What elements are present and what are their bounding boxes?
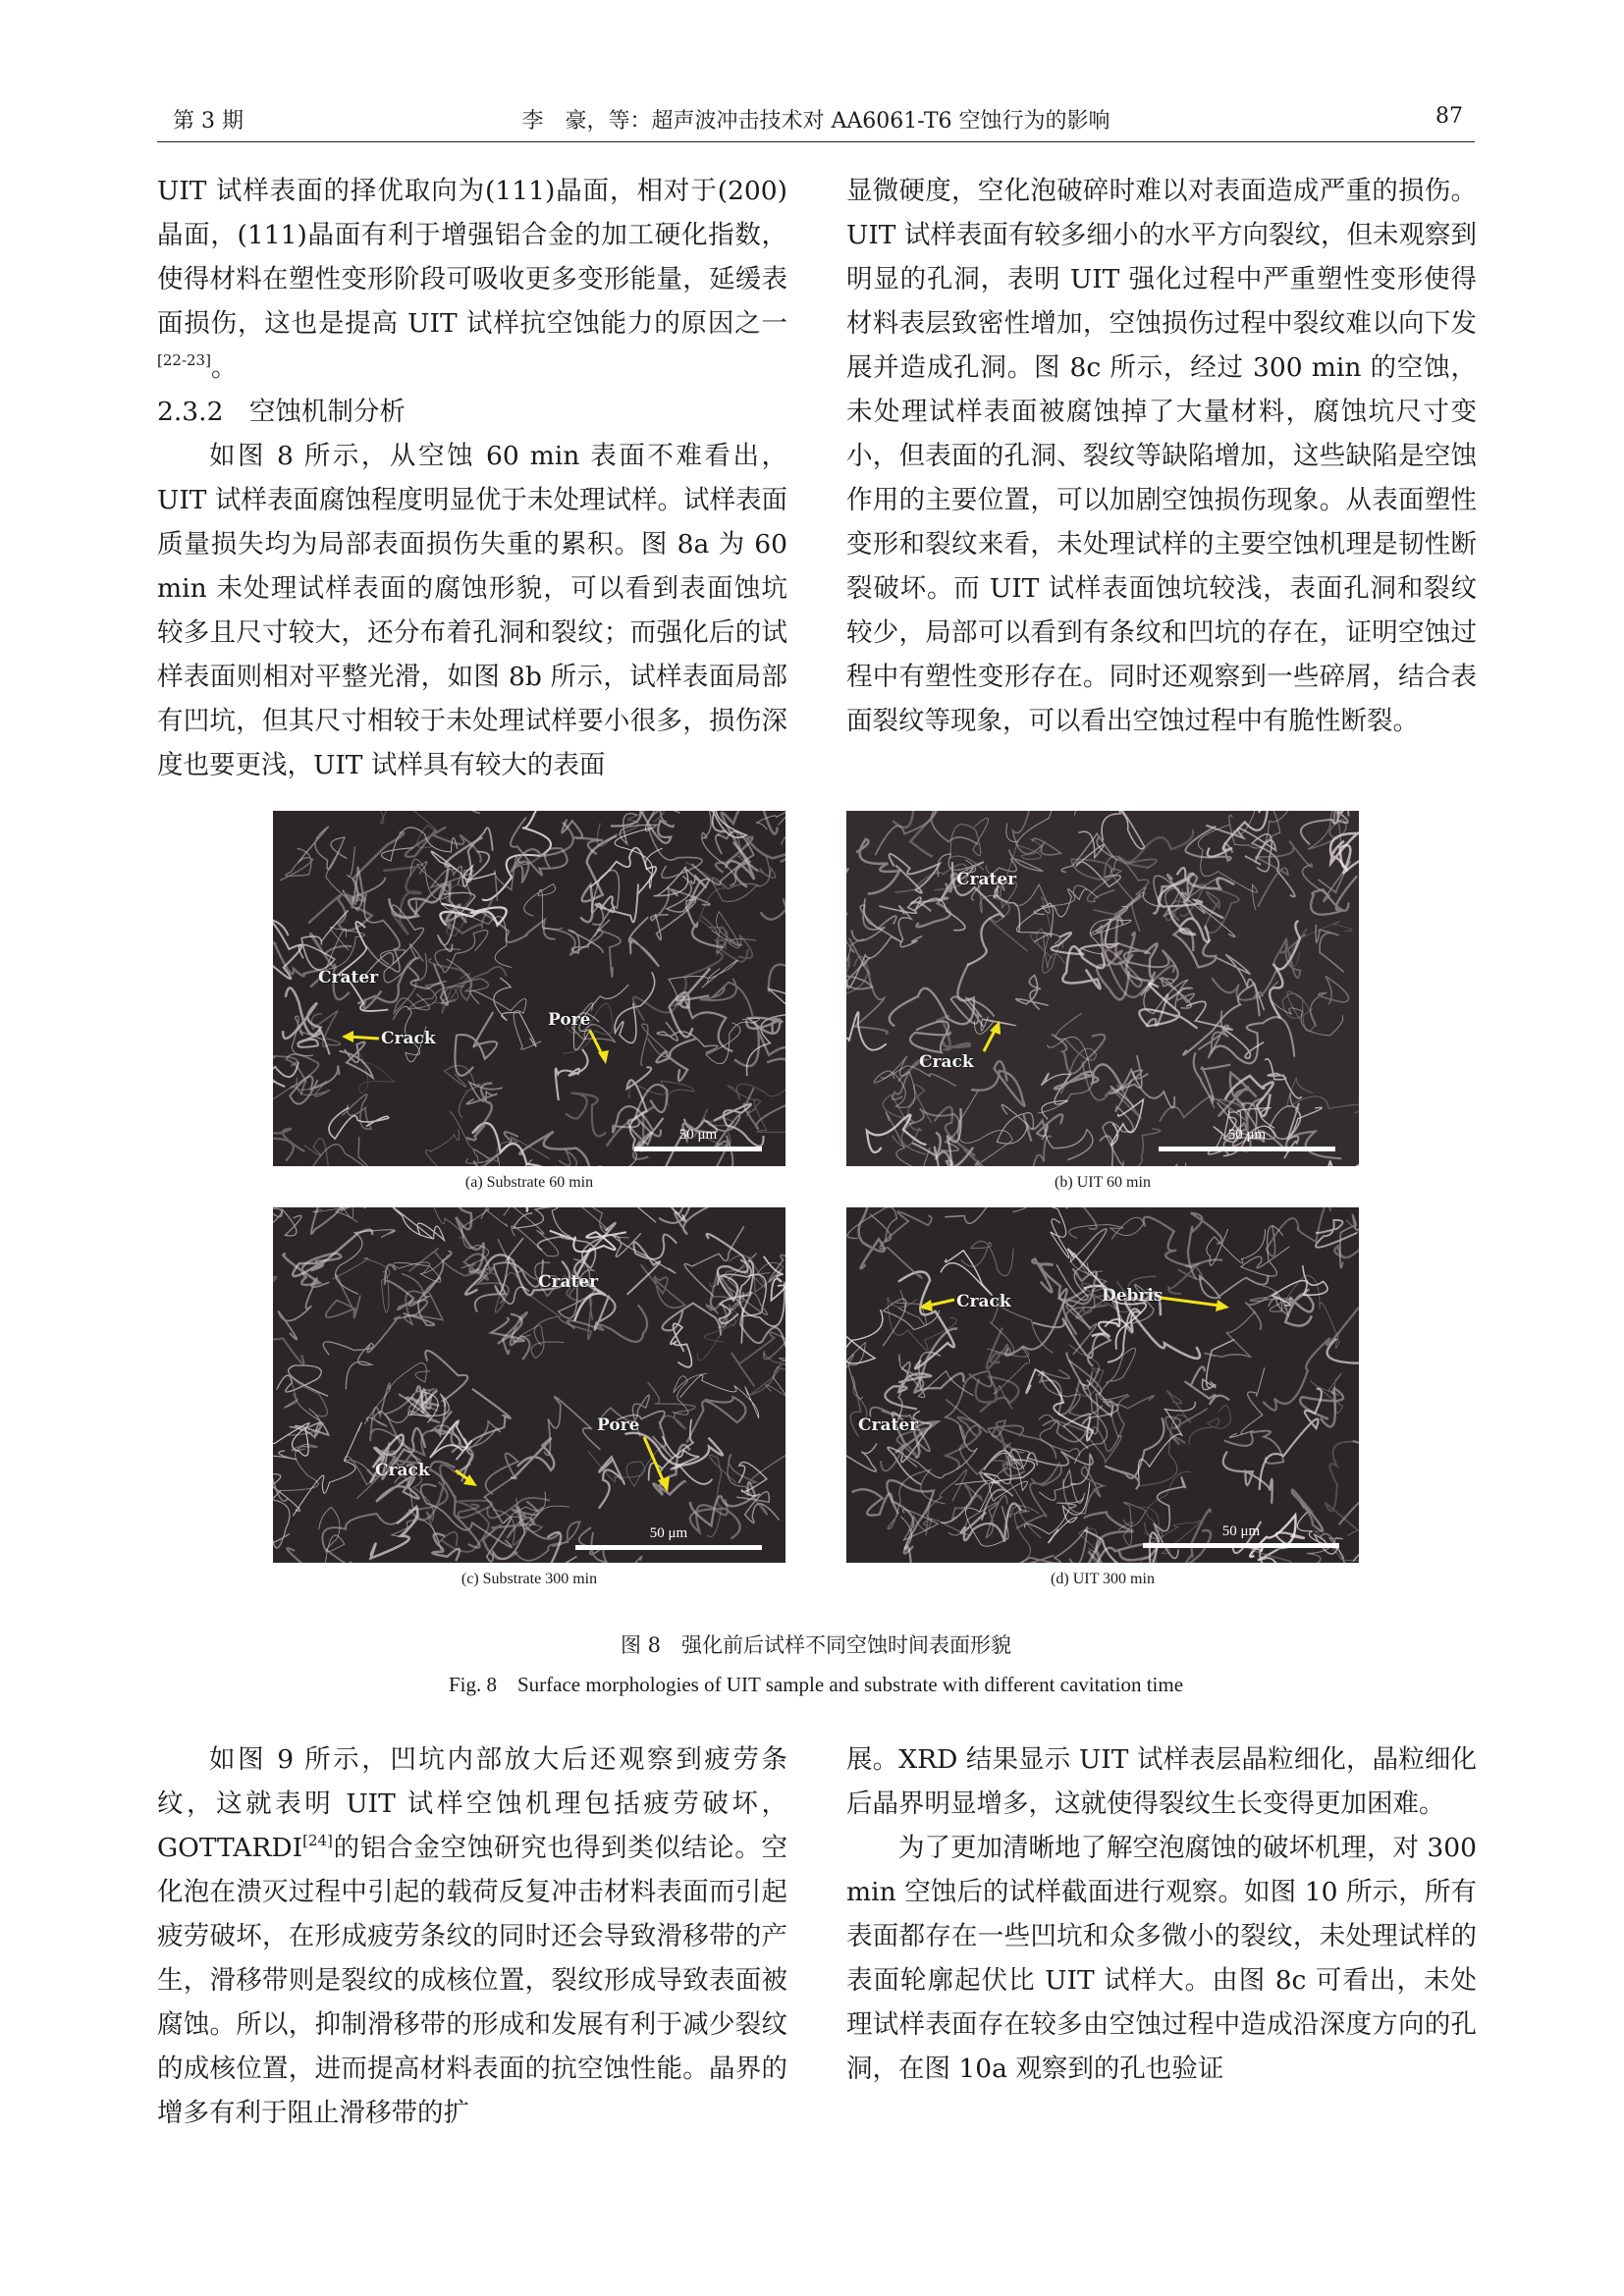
label-debris: Debris [1102,1286,1164,1306]
paragraph [157,1737,787,2135]
scale-bar [575,1545,762,1550]
label-crack: Crack [919,1052,974,1072]
paragraph-text: UIT 试样表面的择优取向为(111)晶面，相对于(200)晶面，(111)晶面有利于增强铝合金的加工硬化指数，使得材料在塑性变形阶段可吸收更多变形能量，延缓表面损伤，这也是提高 UIT 试样抗空蚀能力的原因之一 [157,176,787,339]
annotation-arrows [273,811,785,1166]
label-pore: Pore [597,1415,640,1435]
paragraph-text: 的铝合金空蚀研究也得到类似结论。空化泡在溃灭过程中引起的载荷反复冲击材料表面而引起疲劳破坏，在形成疲劳条纹的同时还会导致滑移带的产生，滑移带则是裂纹的成核位置，裂纹形成导致表面被腐蚀。所以，抑制滑移带的形成和发展有利于减少裂纹的成核位置，进而提高材料表面的抗空蚀性能。晶界的增多有利于阻止滑移带的扩 [157,1833,787,2128]
text-column-top-right [846,169,1477,743]
annotation-arrows [273,1207,785,1563]
arrow-pore [644,1437,664,1482]
citation: [22-23] [157,351,211,369]
arrowhead [1216,1300,1229,1311]
arrowhead [990,1021,1001,1035]
label-pore: Pore [548,1010,591,1030]
paragraph: 为了更加清晰地了解空泡腐蚀的破坏机理，对 300 min 空蚀后的试样截面进行观察。如图 10 所示，所有表面都存在一些凹坑和众多微小的裂纹，未处理试样的表面轮廓起伏比 UIT 试样大。由图 8c 可看出，未处理试样表面存在较多由空蚀过程中造成沿深度方向的孔洞，在图 10a 观察到的孔也验证 [846,1833,1478,2084]
paragraph [157,169,787,390]
arrow-debris [1161,1298,1219,1306]
label-crack: Crack [956,1292,1011,1311]
arrow-crack [929,1300,954,1306]
text-column-bottom-right [846,1737,1477,2091]
paragraph-end: 。 [210,352,238,383]
label-crater: Crater [858,1415,919,1435]
sem-image-substrate-300min [273,1207,785,1563]
paragraph: 显微硬度，空化泡破碎时难以对表面造成严重的损伤。UIT 试样表面有较多细小的水平方向裂纹，但未观察到明显的孔洞，表明 UIT 强化过程中严重塑性变形使得材料表层致密性增加，空蚀损伤过程中裂纹难以向下发展并造成孔洞。图 8c 所示，经过 300 min 的空蚀，未处理试样表面被腐蚀掉了大量材料，腐蚀坑尺寸变小，但表面的孔洞、裂纹等缺陷增加，这些缺陷是空蚀作用的主要位置，可以加剧空蚀损伤现象。从表面塑性变形和裂纹来看，未处理试样的主要空蚀机理是韧性断裂破坏。而 UIT 试样表面蚀坑较浅，表面孔洞和裂纹较少，局部可以看到有条纹和凹坑的存在，证明空蚀过程中有塑性变形存在。同时还观察到一些碎屑，结合表面裂纹等现象，可以看出空蚀过程中有脆性断裂。 [846,176,1477,736]
label-crack: Crack [375,1461,430,1480]
label-crater: Crater [538,1272,599,1292]
scale-bar [1143,1543,1339,1548]
scale-label: 50 μm [649,1525,688,1541]
text-column-bottom-left [157,1737,787,2135]
panel-caption: (c) Substrate 300 min [460,1571,598,1587]
figure-caption-cn: 图 8 强化前后试样不同空蚀时间表面形貌 [620,1633,1012,1657]
text-column-top-left [157,169,787,787]
running-header [157,98,1475,142]
panel-caption: (b) UIT 60 min [1055,1174,1151,1191]
arrowhead [919,1300,933,1311]
label-crack: Crack [381,1029,436,1048]
sem-image-uit-300min [846,1207,1359,1563]
label-crater: Crater [318,968,379,988]
sem-image-uit-60min [846,811,1359,1166]
scale-label: 50 μm [1221,1523,1261,1539]
panel-caption: (d) UIT 300 min [1051,1571,1155,1587]
annotation-arrows [846,1207,1359,1563]
label-crater: Crater [956,870,1017,889]
running-title: 李 豪，等：超声波冲击技术对 AA6061-T6 空蚀行为的影响 [521,109,1110,133]
paragraph: 展。XRD 结果显示 UIT 试样表层晶粒细化，晶粒细化后晶界明显增多，这就使得裂纹生长变得更加困难。 [846,1744,1477,1819]
scale-bar [634,1147,762,1151]
sem-image-substrate-60min [273,811,785,1166]
scale-bar [1159,1147,1335,1151]
arrowhead [342,1031,353,1042]
paragraph: 如图 8 所示，从空蚀 60 min 表面不难看出，UIT 试样表面腐蚀程度明显优于未处理试样。试样表面质量损失均为局部表面损伤失重的累积。图 8a 为 60 min 未处理试样表面的腐蚀形貌，可以看到表面蚀坑较多且尺寸较大，还分布着孔洞和裂纹；而强化后的试样表面则相对平整光滑，如图 8b 所示，试样表面局部有凹坑，但其尺寸相较于未处理试样要小很多，损伤深度也要更浅，UIT 试样具有较大的表面 [157,441,787,780]
arrowhead [658,1476,670,1492]
annotation-arrows [846,811,1359,1166]
section-heading: 2.3.2 空蚀机制分析 [157,397,406,427]
arrowhead [598,1050,609,1064]
paragraph-text: 如图 9 所示，凹坑内部放大后还观察到疲劳条纹，这就表明 UIT 试样空蚀机理包括疲劳破坏，GOTTARDI [157,1744,787,1863]
page-number: 87 [1435,104,1463,129]
figure-caption-en: Fig. 8 Surface morphologies of UIT sample and substrate with different cavitation time [448,1673,1184,1696]
scale-label: 50 μm [678,1127,718,1143]
citation: [24] [302,1832,333,1849]
scale-label: 50 μm [1227,1127,1267,1143]
issue-number: 第 3 期 [173,109,244,133]
panel-caption: (a) Substrate 60 min [464,1174,594,1191]
